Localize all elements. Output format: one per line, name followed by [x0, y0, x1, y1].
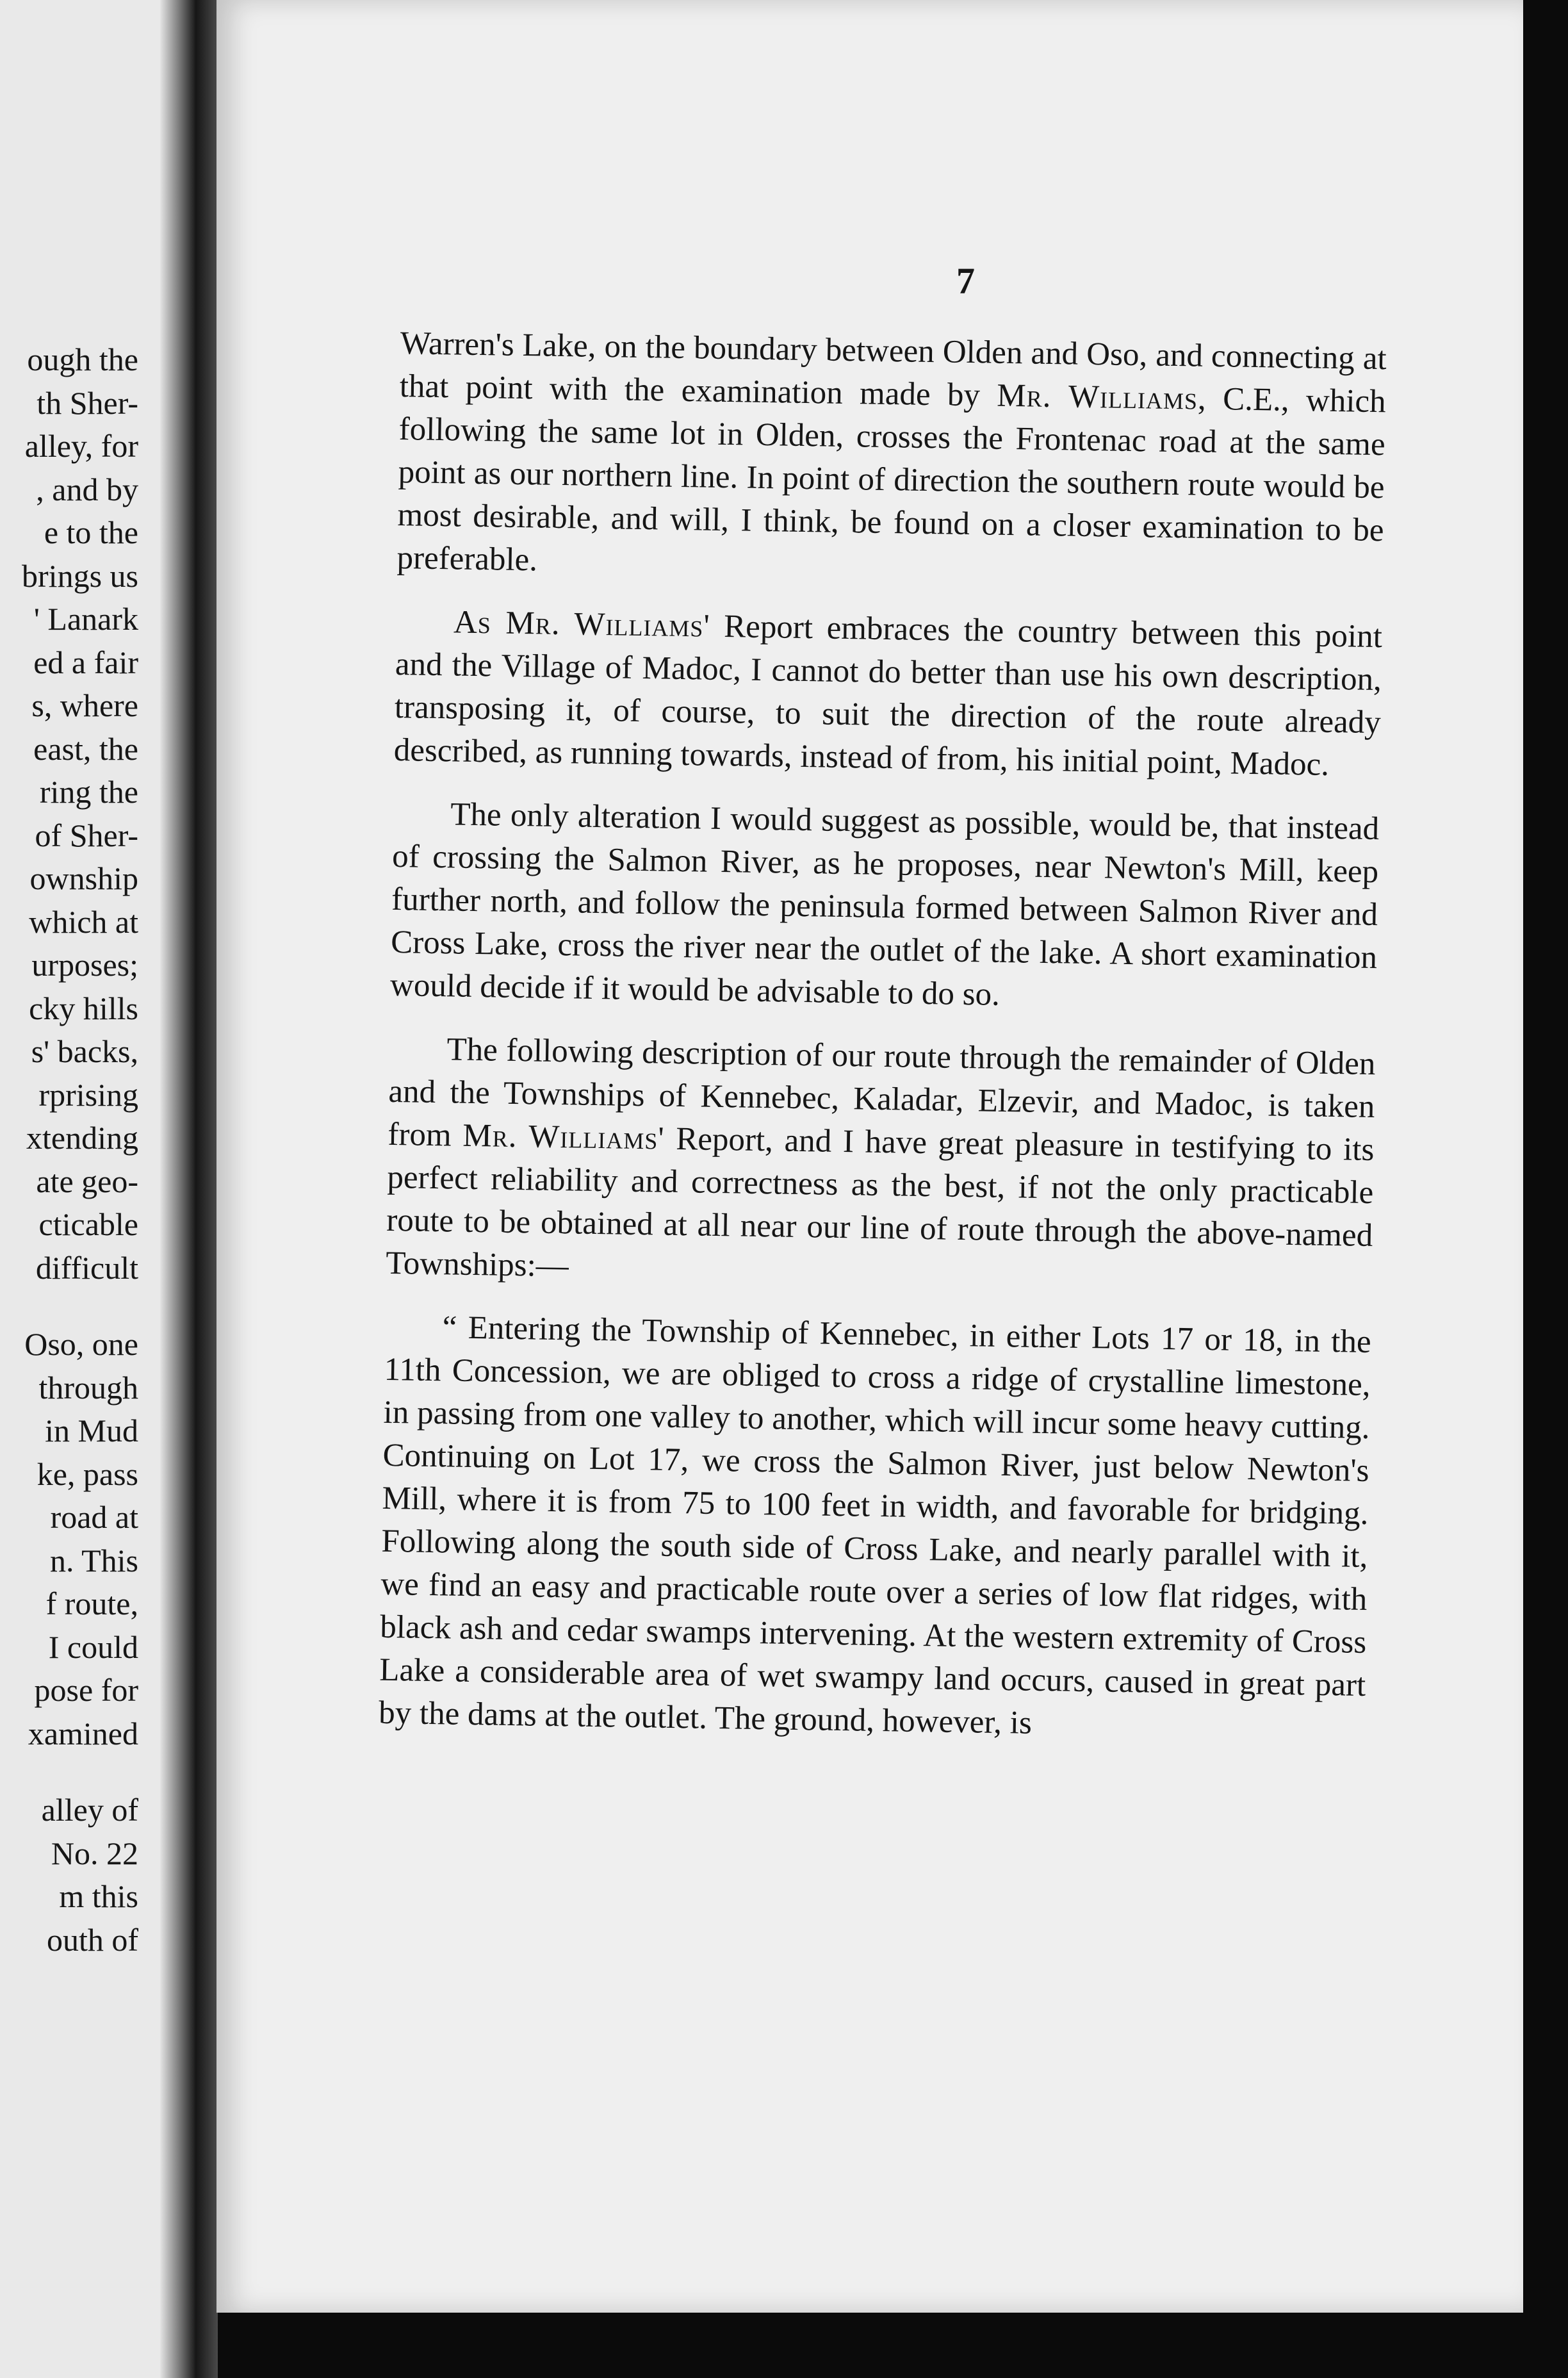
facing-line: ' Lanark [33, 601, 138, 637]
facing-line: No. 22 [51, 1835, 138, 1871]
facing-line: xamined [28, 1715, 138, 1751]
facing-line: ring the [39, 774, 138, 810]
paragraph-alteration: The only alteration I would suggest as possible, would be, that instead of crossing the Salmon River, as he proposes, near Newton's Mill, keep further north, and follow the peninsula formed between Salmon River and Cross Lake, cross the river near the outlet of the lake. A short examination would decide if it would be advisable to do so. [389, 796, 1380, 1013]
facing-line: which at [29, 903, 138, 940]
facing-line: through [38, 1369, 138, 1406]
paragraph-kennebec-quote: “ Entering the Township of Kennebec, in either Lots 17 or 18, in the 11th Concession, we are obliged to cross a ridge of crystalline limestone, in passing from one valley to another, which will incur some heavy cutting. Continuing on Lot 17, we cross the Salmon River, just below Newton's Mill, where it is from 75 to 100 feet in width, and favorable for bridging. Following along the south side of Cross Lake, and nearly parallel with it, we find an easy and practicable route over a series of low flat ridges, with black ash and cedar swamps intervening. At the western extremity of Cross Lake a considerable area of wet swampy land occurs, caused in great part by the dams at the outlet. The ground, however, is [378, 1309, 1372, 1741]
facing-line: rprising [38, 1076, 138, 1113]
facing-line: Oso, one [24, 1326, 138, 1362]
facing-line: of Sher- [35, 817, 138, 853]
facing-line: ate geo- [36, 1163, 138, 1199]
facing-line: alley, for [24, 428, 138, 464]
text-run: The following description of our route through the remainder of Olden and the Townships of Kennebec, Kaladar, Elzevir, and Madoc, is taken from [388, 1031, 1376, 1154]
facing-line: ed a fair [33, 644, 138, 680]
facing-page-text [22, 338, 138, 1962]
book-gutter-shadow [160, 0, 218, 2378]
facing-line: cky hills [29, 990, 138, 1026]
page-body [379, 322, 1387, 1750]
facing-line: cticable [38, 1206, 138, 1242]
facing-line: urposes; [31, 947, 138, 983]
facing-line: s, where [31, 687, 138, 723]
facing-line: e to the [44, 514, 138, 550]
facing-line: brings us [22, 557, 138, 594]
facing-line: xtending [26, 1120, 138, 1156]
facing-line: s' backs, [31, 1033, 138, 1069]
text-run: Report, and I have great pleasure in testifying to its perfect reliability and correctness as the best, if not the only practicable route to be obtained at all near our line of route through the above-named Townships:— [385, 1120, 1375, 1284]
facing-line: ough the [27, 341, 138, 377]
facing-line: pose for [34, 1672, 138, 1708]
facing-line: th Sher- [37, 384, 138, 421]
facing-line: ke, pass [37, 1456, 138, 1492]
page-number: 7 [956, 260, 975, 302]
text-run: Report embraces the country between this point and the Village of Madoc, I cannot do better than use his own description, transposing it, of course, to suit the direction of the route already described, as running towards, instead of from, his initial point, Madoc. [393, 608, 1383, 783]
facing-line: n. This [50, 1542, 138, 1578]
facing-gap [22, 1290, 138, 1323]
page-seven [216, 0, 1523, 2313]
facing-line: ownship [29, 860, 138, 896]
facing-gap [22, 1755, 138, 1789]
facing-line: in Mud [45, 1413, 138, 1448]
paragraph-williams-report [393, 600, 1382, 787]
facing-line: , and by [36, 471, 138, 507]
facing-line: I could [48, 1628, 138, 1665]
name-small-caps: Mr. Williams' [462, 1117, 666, 1157]
facing-line: f route, [45, 1586, 138, 1621]
paragraph-description [386, 1028, 1376, 1300]
facing-line: m this [59, 1878, 138, 1914]
name-small-caps: Mr. Williams [996, 377, 1198, 417]
facing-line: outh of [46, 1921, 138, 1958]
facing-line: difficult [35, 1249, 138, 1286]
facing-line: east, the [33, 730, 138, 767]
name-small-caps: As Mr. Williams' [453, 604, 711, 644]
paragraph-warrens-lake [396, 322, 1387, 595]
facing-line: alley of [41, 1792, 138, 1828]
text-run: Warren's Lake, on the boundary between Olden and Oso, and connecting at that point with the examination made by [399, 325, 1387, 414]
facing-line: road at [50, 1499, 138, 1535]
text-run: , C.E., which following the same lot in Olden, crosses the Frontenac road at the same point as our northern line. In point of direction the southern route would be most desirable, and will, I think, be found on a closer examination to be preferable. [396, 381, 1387, 578]
